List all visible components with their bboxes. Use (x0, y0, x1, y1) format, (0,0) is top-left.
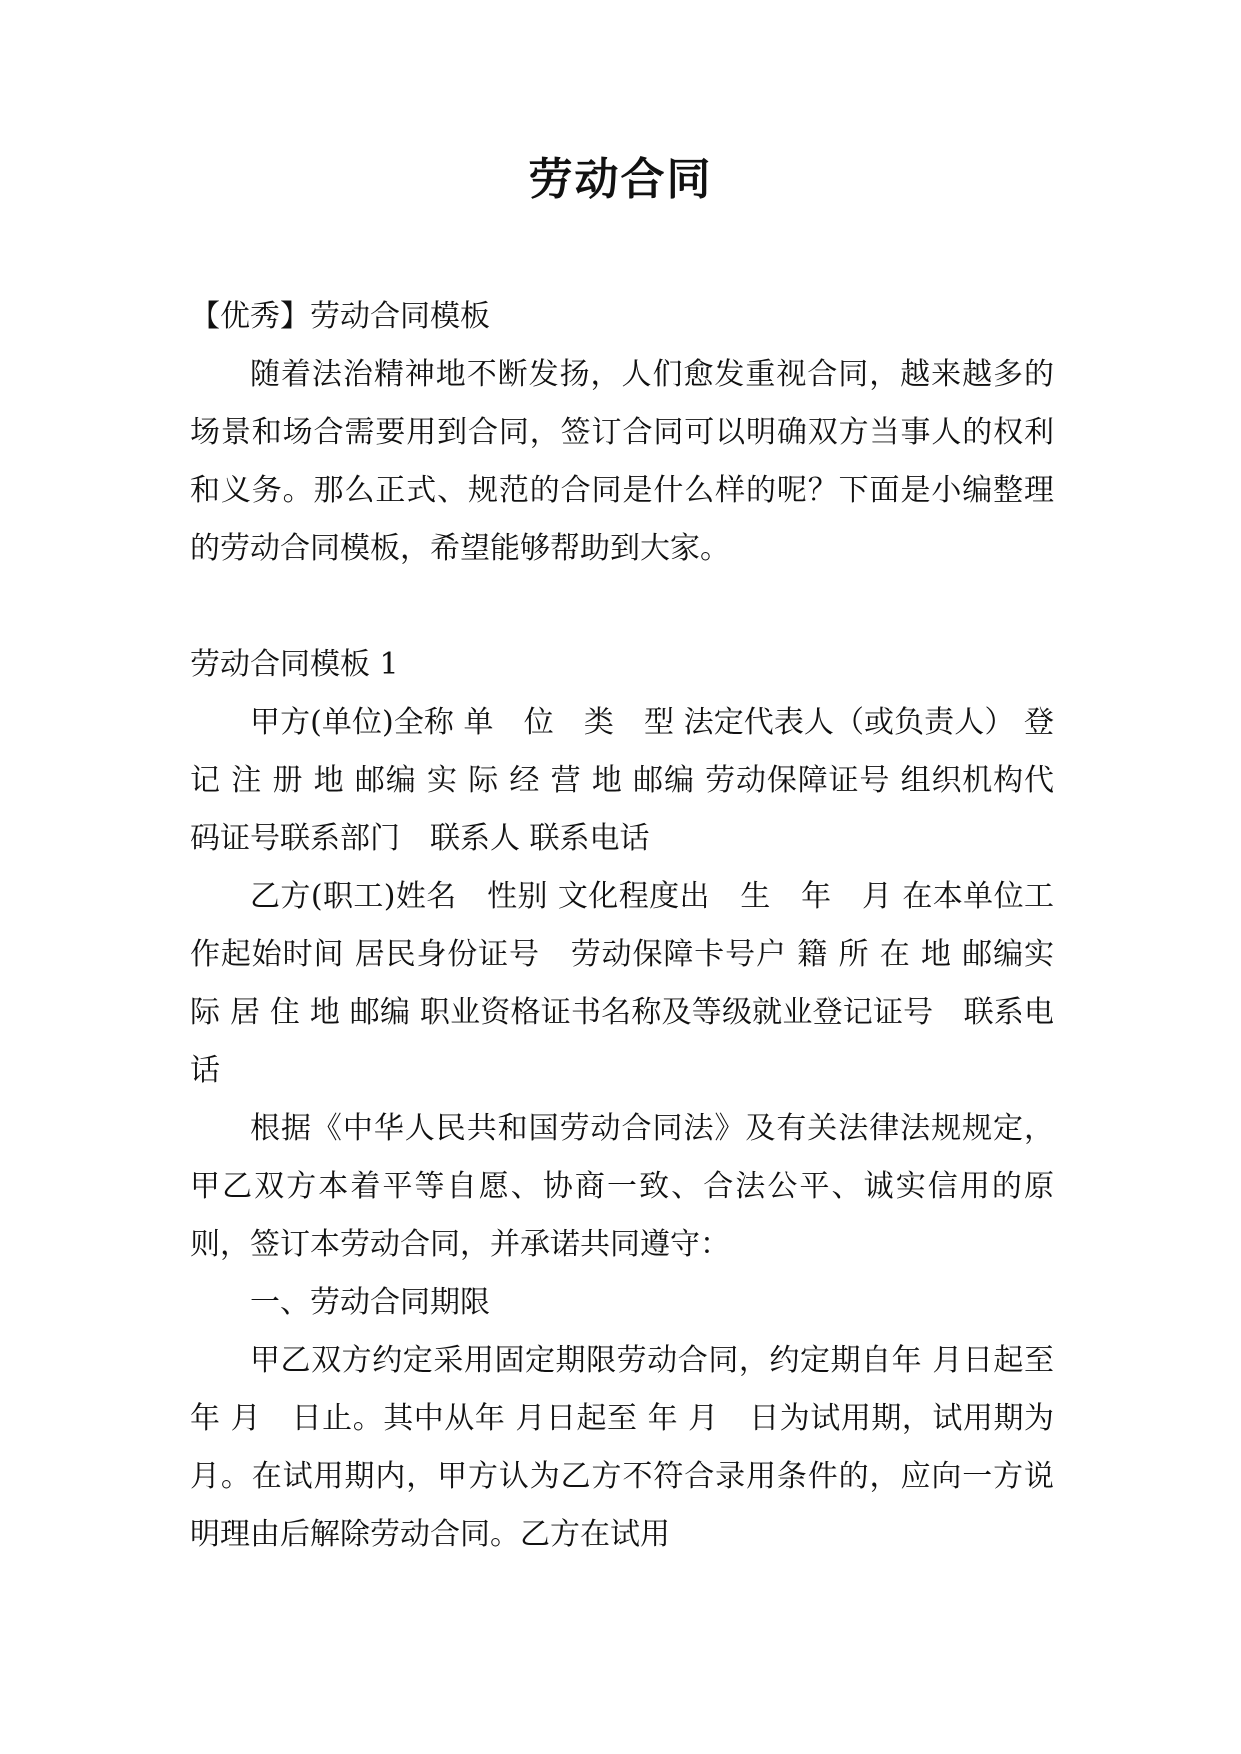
document-title: 劳动合同 (528, 154, 713, 205)
document-body (190, 288, 1054, 1564)
paragraph-party-a: 甲方(单位)全称 单 位 类 型 法定代表人（或负责人） 登 记 注 册 地 邮编 实 际 经 营 地 邮编 劳动保障证号 组织机构代码证号联系部门 联系人 联系电话 (190, 705, 1054, 856)
paragraph-intro: 随着法治精神地不断发扬，人们愈发重视合同，越来越多的场景和场合需要用到合同，签订合同可以明确双方当事人的权利和义务。那么正式、规范的合同是什么样的呢？下面是小编整理的劳动合同模板，希望能够帮助到大家。 (190, 357, 1054, 566)
section-heading-term: 一、劳动合同期限 (250, 1285, 490, 1320)
blank-line (190, 578, 1054, 636)
heading-template-1: 劳动合同模板 1 (190, 647, 399, 682)
paragraph-term: 甲乙双方约定采用固定期限劳动合同，约定期自年 月日起至 年 月 日止。其中从年 月日起至 年 月 日为试用期，试用期为 月。在试用期内，甲方认为乙方不符合录用条件的，应向一方说明理由后解除劳动合同。乙方在试用 (190, 1343, 1054, 1552)
heading-template-intro: 【优秀】劳动合同模板 (190, 299, 490, 334)
paragraph-legal-basis: 根据《中华人民共和国劳动合同法》及有关法律法规规定，甲乙双方本着平等自愿、协商一致、合法公平、诚实信用的原则，签订本劳动合同，并承诺共同遵守： (190, 1111, 1054, 1262)
paragraph-party-b: 乙方(职工)姓名 性别 文化程度出 生 年 月 在本单位工作起始时间 居民身份证号 劳动保障卡号户 籍 所 在 地 邮编实 际 居 住 地 邮编 职业资格证书名称及等级就业登记证号 联系电话 (190, 879, 1054, 1088)
